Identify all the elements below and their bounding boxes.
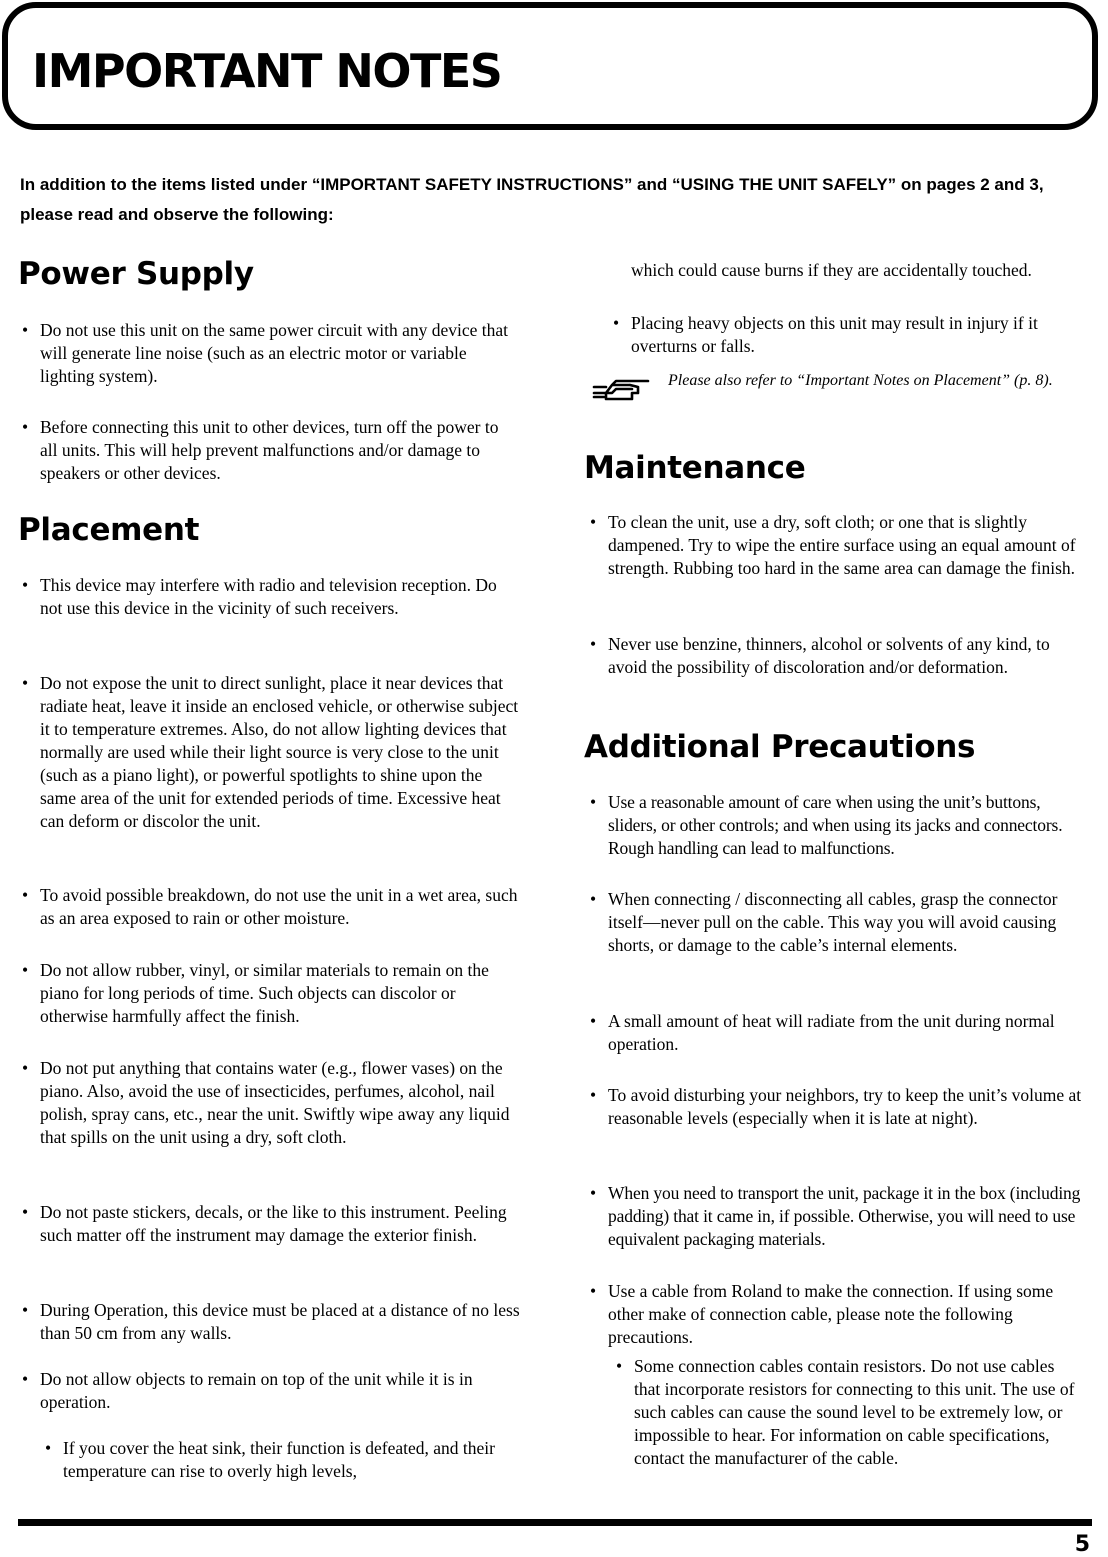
list-item: • Do not paste stickers, decals, or the like to this instrument. Peeling such matter off the instrument may damage the exterior finish. <box>22 1202 507 1245</box>
bullet: • <box>590 1183 596 1203</box>
heading-additional-precautions: Additional Precautions <box>584 729 976 765</box>
heading-placement: Placement <box>18 512 200 548</box>
bullet: • <box>22 575 29 595</box>
bullet: • <box>22 1058 29 1078</box>
bullet: • <box>22 1369 29 1389</box>
page-number: 5 <box>1074 1532 1090 1557</box>
heading-maintenance: Maintenance <box>584 450 806 486</box>
list-item: • When you need to transport the unit, package it in the box (including padding) that it came in, if possible. Otherwise, you will need to use equivalent packaging materials. <box>590 1183 1081 1249</box>
list-item: • To clean the unit, use a dry, soft cloth; or one that is slightly dampened. Try to wipe the entire surface using an equal amount of strength. Rubbing too hard in the same area can damage the finish. <box>590 512 1076 578</box>
sub-item-part-2: which could cause burns if they are accidentally touched. <box>631 260 1032 280</box>
list-item: • Do not use this unit on the same power circuit with any device that will generate line noise (such as an electric motor or variable lighting system). <box>22 320 509 386</box>
bullet: • <box>590 512 597 532</box>
footer-rule <box>18 1519 1092 1526</box>
sub-list-item: • Some connection cables contain resistors. Do not use cables that incorporate resistors for connecting to this unit. The use of such cables can cause the sound level to be extremely low, or impossible to hear. For information on cable specifications, contact the manufacturer of the cable. <box>616 1356 1075 1468</box>
bullet: • <box>22 320 29 340</box>
bullet: • <box>616 1356 623 1376</box>
list-item: • Do not allow rubber, vinyl, or similar materials to remain on the piano for long periods of time. Such objects can discolor or otherwise harmfully affect the finish. <box>22 960 489 1026</box>
list-item: • During Operation, this device must be placed at a distance of no less than 50 cm from any walls. <box>22 1300 520 1343</box>
list-item: • Do not put anything that contains water (e.g., flower vases) on the piano. Also, avoid the use of insecticides, perfumes, alcohol, nail polish, spray cans, etc., near the unit. Swiftly wipe away any liquid that spills on the unit using a dry, soft cloth. <box>22 1058 510 1147</box>
bullet: • <box>590 792 596 812</box>
list-item: • To avoid disturbing your neighbors, try to keep the unit’s volume at reasonable levels (especially when it is late at night). <box>590 1085 1082 1128</box>
heading-power-supply: Power Supply <box>18 256 254 292</box>
bullet: • <box>590 1085 597 1105</box>
bullet: • <box>590 634 597 654</box>
sub-item-part-1: If you cover the heat sink, their function is defeated, and their temperature can rise to overly high levels, <box>63 1438 495 1481</box>
bullet: • <box>45 1438 52 1458</box>
title-box <box>2 2 1098 130</box>
list-item: • When connecting / disconnecting all cables, grasp the connector itself—never pull on the cable. This way you will avoid causing shorts, or damage to the cable’s internal elements. <box>590 889 1058 955</box>
list-item: • Do not allow objects to remain on top of the unit while it is in operation. <box>22 1369 473 1412</box>
list-item: • To avoid possible breakdown, do not use the unit in a wet area, such as an area exposed to rain or other moisture. <box>22 885 518 928</box>
bullet: • <box>590 889 597 909</box>
bullet: • <box>22 673 29 693</box>
sub-list-item-continued <box>631 259 1081 282</box>
bullet: • <box>590 1281 597 1301</box>
note-text: Please also refer to “Important Notes on Placement” (p. 8). <box>668 372 1053 389</box>
list-item: • Placing heavy objects on this unit may result in injury if it overturns or falls. <box>613 313 1038 356</box>
list-item: • Use a cable from Roland to make the connection. If using some other make of connection cable, please note the following precautions. <box>590 1281 1054 1347</box>
list-item: • Do not expose the unit to direct sunlight, place it near devices that radiate heat, leave it inside an enclosed vehicle, or otherwise subject it to temperature extremes. Also, do not allow lighting devices that normally are used while their light source is very close to the unit (such as a piano light), or powerful spotlights to shine upon the same area of the unit for extended periods of time. Excessive heat can deform or discolor the unit. <box>22 673 519 831</box>
bullet: • <box>22 960 29 980</box>
bullet: • <box>590 1011 597 1031</box>
bullet: • <box>22 885 29 905</box>
list-item: • Use a reasonable amount of care when using the unit’s buttons, sliders, or other controls; and when using its jacks and connectors. Rough handling can lead to malfunctions. <box>590 792 1063 858</box>
list-item: • Never use benzine, thinners, alcohol or solvents of any kind, to avoid the possibility of discoloration and/or deformation. <box>590 634 1050 677</box>
list-item: • A small amount of heat will radiate from the unit during normal operation. <box>590 1011 1055 1054</box>
bullet: • <box>613 313 620 333</box>
bullet: • <box>22 417 29 437</box>
intro-text: In addition to the items listed under “IMPORTANT SAFETY INSTRUCTIONS” and “USING THE UNIT SAFELY” on pages 2 and 3, please read and observe the following: <box>20 175 1044 224</box>
bullet: • <box>22 1202 29 1222</box>
list-item: • This device may interfere with radio and television reception. Do not use this device in the vicinity of such receivers. <box>22 575 497 618</box>
pointing-hand-icon <box>592 371 656 401</box>
bullet: • <box>22 1300 29 1320</box>
sub-list-item <box>45 1437 503 1483</box>
page-title: IMPORTANT NOTES <box>32 44 502 98</box>
list-item: • Before connecting this unit to other devices, turn off the power to all units. This will help prevent malfunctions and/or damage to speakers or other devices. <box>22 417 499 483</box>
